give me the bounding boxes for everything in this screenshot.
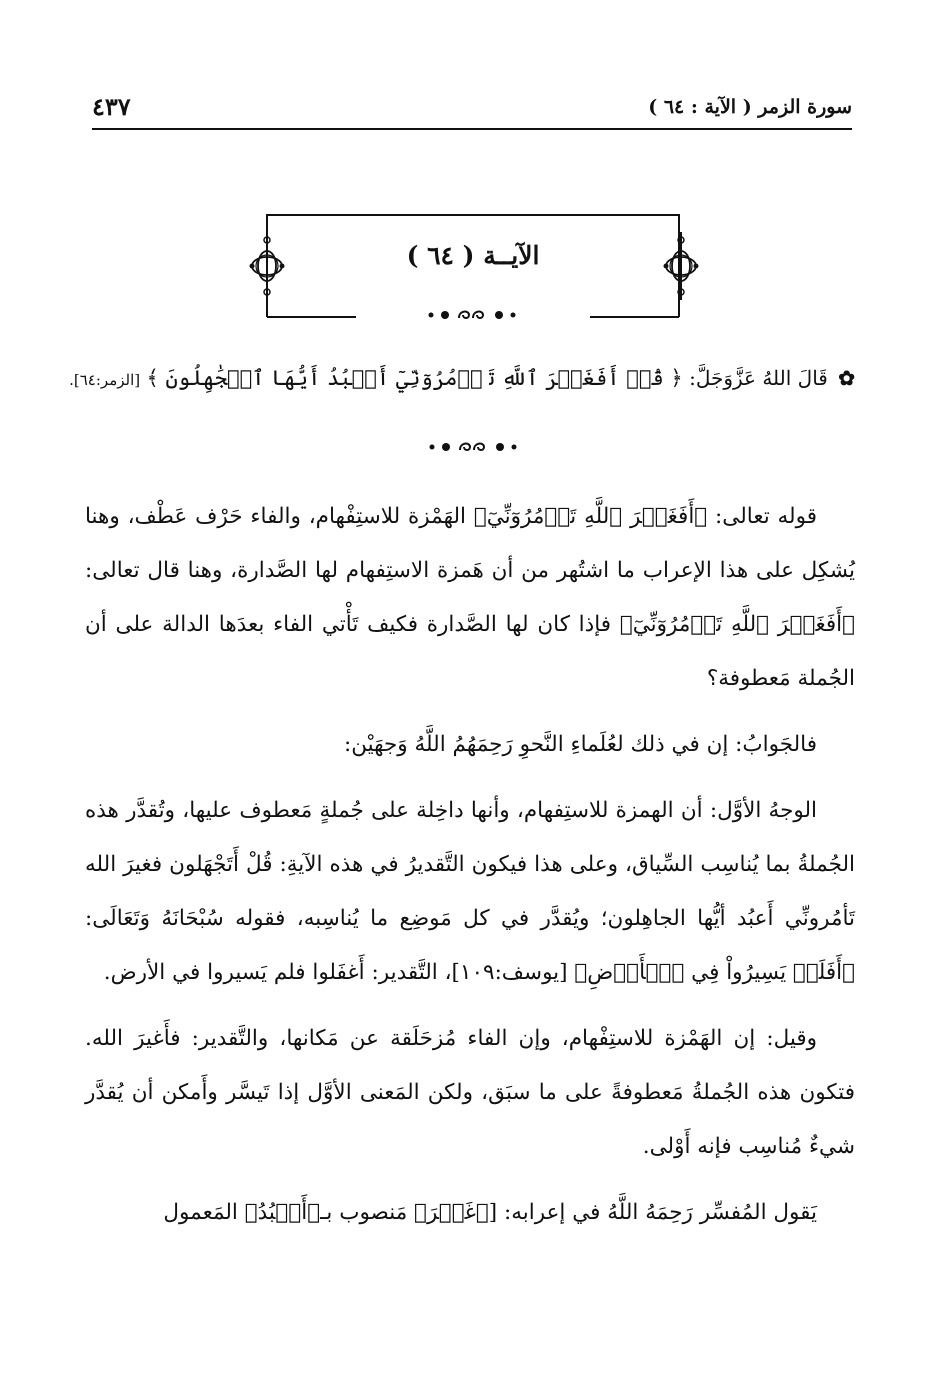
ornament-divider-icon bbox=[423, 305, 523, 325]
verse-text: ﴿ قُلۡ أَفَغَيۡرَ ٱللَّهِ تَأۡمُرُوٓنِّيٓ أَعۡبُدُ أَيُّهَا ٱلۡجَٰهِلُونَ ﴾ bbox=[146, 366, 683, 390]
paragraph: يَقول المُفسِّر رَحِمَهُ اللَّهُ في إعرابه: [﴿غَيۡرَ﴾ مَنصوب بـ﴿أَعۡبُدُ﴾ المَعمول bbox=[163, 1200, 817, 1225]
right-knot-ornament-icon bbox=[661, 232, 701, 300]
surah-header-title: سورة الزمر ( الآية : ٦٤ ) bbox=[648, 96, 852, 118]
ayah-heading-title: الآيــة ( ٦٤ ) bbox=[406, 241, 540, 270]
paragraph: فالجَوابُ: إن في ذلك لعُلَماءِ النَّحوِ رَحِمَهُمُ اللَّهُ وَجهَيْن: bbox=[344, 732, 817, 757]
flower-bullet-icon: ✿ bbox=[838, 366, 855, 390]
running-header bbox=[92, 92, 852, 130]
ornament-divider-icon bbox=[424, 437, 524, 457]
left-knot-ornament-icon bbox=[247, 232, 287, 300]
paragraph: الوجهُ الأوَّل: أن الهمزة للاستِفهام، وأنها داخِلة على جُملةٍ مَعطوف عليها، وتُقدَّر هذه الجُملةُ بما يُناسِب السِّياق، وعلى هذا فيكون التَّقديرُ في هذه الآيةِ: قُلْ أَتَجْهَلون فغيرَ الله تَأمُرونِّي أَعبُد أيُّها الجاهِلون؛ ويُقدَّر في كل مَوضِع ما يُناسِبه، فقوله سُبْحَانَهُ وَتَعَالَى: ﴿أَفَلَمۡ يَسِيرُواْ فِي ٱلۡأَرۡضِ﴾ [يوسف:١٠٩]، التَّقدير: أَغفَلوا فلم يَسيروا في الأرض. bbox=[85, 798, 855, 985]
paragraph: وقيل: إن الهَمْزة للاستِفْهام، وإن الفاء مُزحَلَقة عن مَكانها، والتَّقدير: فأَغيرَ الله. فتكون هذه الجُملةُ مَعطوفةً على ما سبَق، ولكن المَعنى الأوَّل إذا تَيسَّر وأَمكن أن يُقدَّر شيءٌ مُناسِب فإنه أَوْلى. bbox=[85, 1026, 855, 1159]
verse-reference: [الزمر:٦٤]. bbox=[69, 371, 141, 389]
verse-line bbox=[69, 366, 855, 390]
commentary-body bbox=[85, 490, 855, 1252]
page-number: ٤٣٧ bbox=[92, 92, 131, 121]
section-divider bbox=[0, 437, 947, 461]
ayah-heading-frame bbox=[266, 213, 680, 319]
paragraph: قوله تعالى: ﴿أَفَغَيۡرَ ٱللَّهِ تَأۡمُرُوٓنِّيٓ﴾ الهَمْزة للاستِفْهام، والفاء حَرْف عَطْف، وهنا يُشكِل على هذا الإعراب ما اشتُهر من أن هَمزة الاستِفهام لها الصَّدارة، وهنا قال تعالى: ﴿أَفَغَيۡرَ ٱللَّهِ تَأۡمُرُوٓنِّيٓ﴾ فإذا كان لها الصَّدارة فكيف تَأْتي الفاء بعدَها الدالة على أن الجُملة مَعطوفة؟ bbox=[85, 504, 855, 691]
verse-intro: قَالَ اللهُ عَزَّوَجَلَّ: bbox=[689, 366, 828, 390]
